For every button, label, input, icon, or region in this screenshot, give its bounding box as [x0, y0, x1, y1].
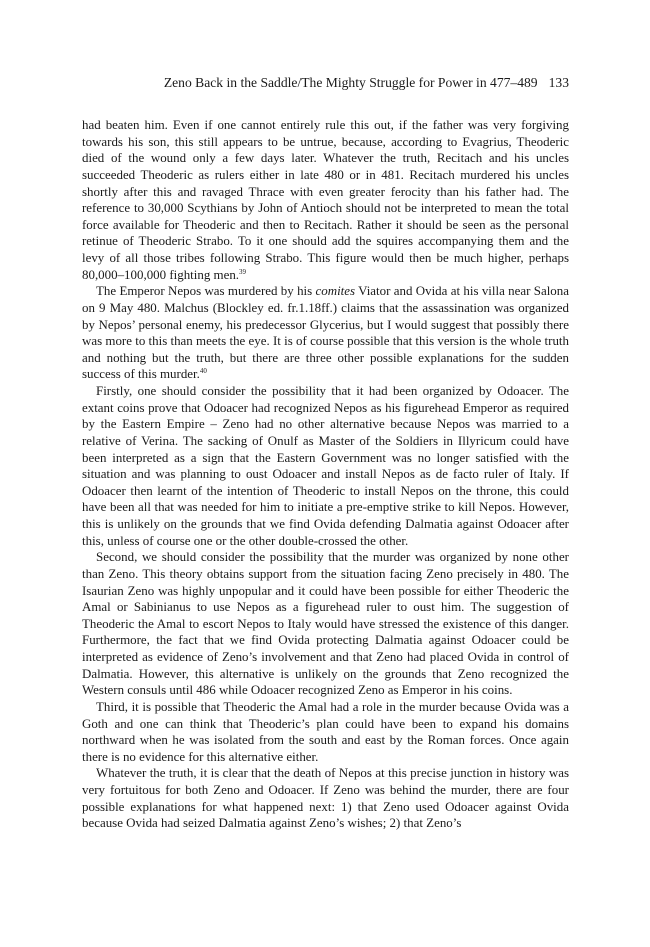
page-number: 133: [548, 75, 569, 90]
paragraph-text: Third, it is possible that Theoderic the Amal had a role in the murder because Ovida was a Goth and one can think that Theoderic’s plan could have been to expand his domains northward when he was isolated from the south and east by the Roman forces. Once again there is no evidence for this alternative either.: [82, 698, 569, 764]
paragraph-2: [82, 283, 569, 383]
paragraph-4: [82, 549, 569, 699]
paragraph-3: [82, 383, 569, 549]
footnote-marker: 40: [199, 367, 207, 376]
paragraph-text: Second, we should consider the possibility that the murder was organized by none other than Zeno. This theory obtains support from the situation facing Zeno precisely in 480. The Isaurian Zeno was highly unpopular and it could have been possible for either Theoderic the Amal or Sabinianus to use Nepos as a figurehead ruler to oust him. The suggestion of Theoderic the Amal to escort Nepos to Italy would have stressed the existence of this danger. Furthermore, the fact that we find Ovida protecting Dalmatia against Odoacer could be interpreted as evidence of Zeno’s involvement and that Zeno had placed Ovida in control of Dalmatia. However, this alternative is unlikely on the grounds that Zeno recognized the Western consuls until 486 while Odoacer recognized Zeno as Emperor in his coins.: [82, 549, 569, 698]
body-text: [82, 117, 569, 832]
paragraph-text: Firstly, one should consider the possibility that it had been organized by Odoacer. The extant coins prove that Odoacer had recognized Nepos as his figurehead Emperor as required by the Eastern Empire – Zeno had no other alternative because Nepos was married to a relative of Verina. The sacking of Onulf as Master of the Soldiers in Illyricum could have been interpreted as a sign that the Eastern Government was no longer satisfied with the situation and was planning to oust Odoacer and install Nepos as de facto ruler of Italy. If Odoacer then learnt of the intention of Theoderic to install Nepos on the throne, this could have been all that was needed for him to initiate a pre-emptive strike to kill Nepos. However, this is unlikely on the grounds that we find Ovida defending Dalmatia against Odoacer after this, unless of course one or the other double-crossed the other.: [82, 383, 569, 548]
paragraph-text-end: Viator and Ovida at his villa near Salona on 9 May 480. Malchus (Blockley ed. fr.1.18ff.) claims that the assassination was organized by Nepos’ personal enemy, his predecessor Glycerius, but I would suggest that possibly there was more to this than meets the eye. It is of course possible that this version is the whole truth and nothing but the truth, but there are three other possible explanations for the sudden success of this murder.: [82, 283, 569, 382]
paragraph-5: [82, 699, 569, 766]
running-title: Zeno Back in the Saddle/The Mighty Struggle for Power in 477–489: [163, 75, 538, 90]
paragraph-text: had beaten him. Even if one cannot entirely rule this out, if the father was very forgiving towards his son, this still appears to be untrue, because, according to Evagrius, Theoderic died of the wound only a few days later. Whatever the truth, Recitach and his uncles succeeded Theoderic as rulers either in late 480 or in 481. Recitach murdered his uncles shortly after this and ravaged Thrace with even greater ferocity than his father had. The reference to 30,000 Scythians by John of Antioch should not be interpreted to mean the total force available for Theoderic and then to Recitach. Rather it should be seen as the personal retinue of Theoderic Strabo. To it one should add the squires accompanying them and the levy of all those tribes following Strabo. This figure would then be much higher, perhaps 80,000–100,000 fighting men.: [82, 117, 569, 282]
paragraph-text-start: The Emperor Nepos was murdered by his: [96, 283, 316, 299]
running-head: [82, 74, 569, 92]
italic-term: comites: [315, 283, 356, 299]
paragraph-1: [82, 117, 569, 283]
footnote-marker: 39: [239, 267, 247, 276]
paragraph-text: Whatever the truth, it is clear that the death of Nepos at this precise junction in history was very fortuitous for both Zeno and Odoacer. If Zeno was behind the murder, there are four possible explanations for what happened next: 1) that Zeno used Odoacer against Ovida because Ovida had seized Dalmatia against Zeno’s wishes; 2) that Zeno’s: [82, 765, 569, 831]
paragraph-6: [82, 765, 569, 832]
